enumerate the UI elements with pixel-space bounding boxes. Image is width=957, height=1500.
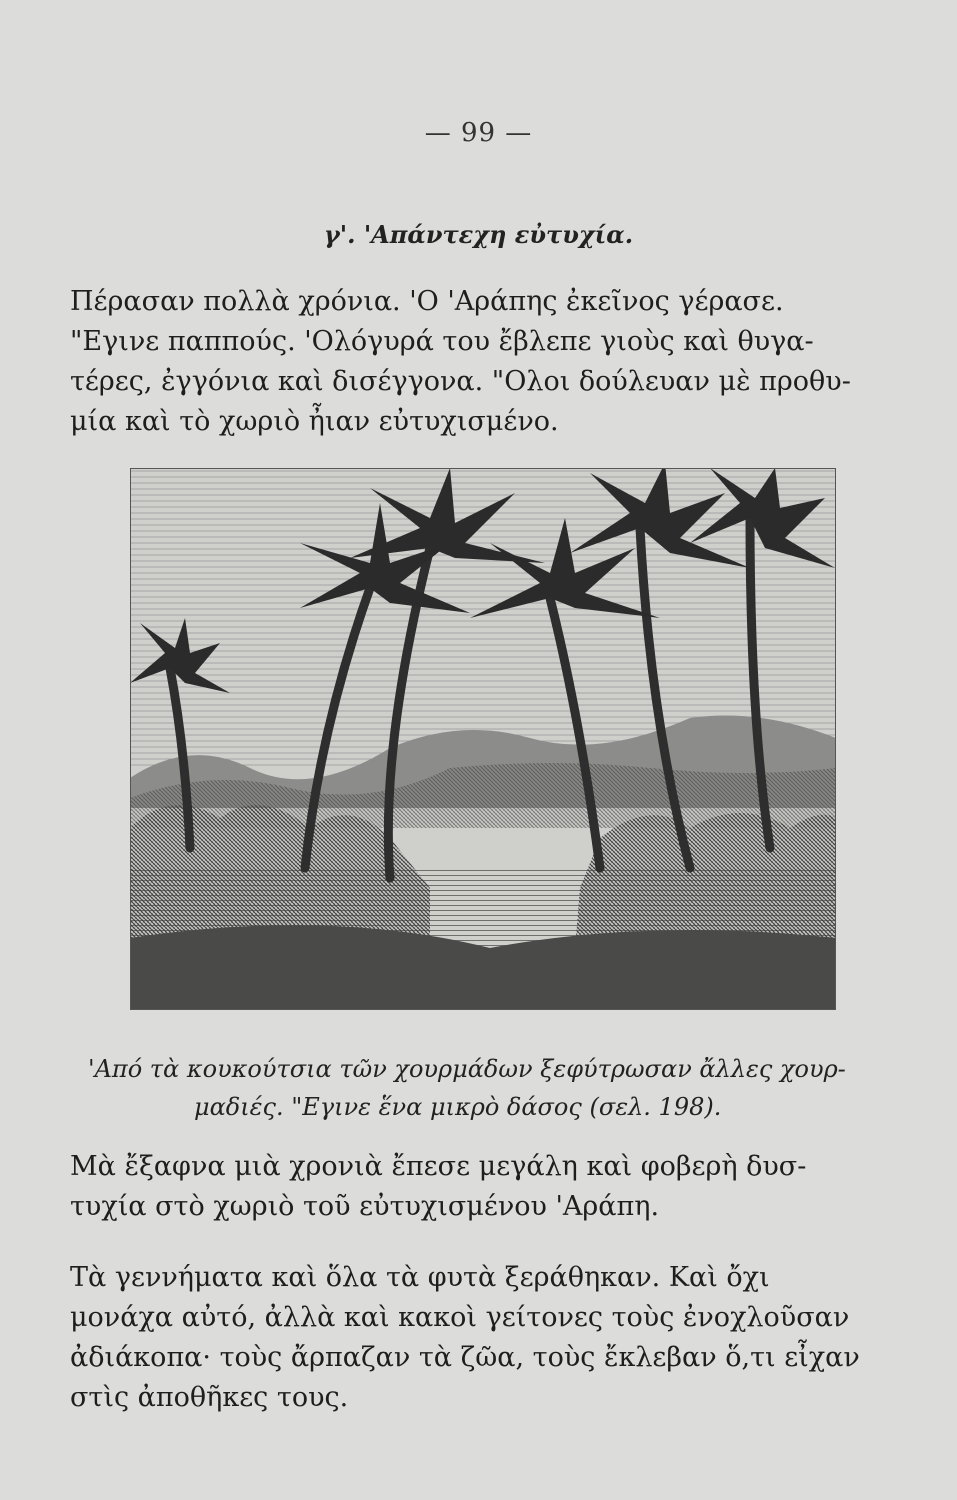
section-heading: γ'. 'Απάντεχη εὐτυχία. xyxy=(323,220,634,249)
figure-caption xyxy=(88,1050,888,1126)
text-line: Πέρασαν πολλὰ χρόνια. 'Ο 'Αράπης ἐκεῖνος γέρασε. xyxy=(70,286,784,317)
text-line: μία καὶ τὸ χωριὸ ἦιαν εὐτυχισμένο. xyxy=(70,406,559,437)
caption-line: 'Από τὰ κουκούτσια τῶν χουρμάδων ξεφύτρωσαν ἄλλες χουρ- xyxy=(88,1055,846,1083)
palm-oasis-engraving-icon xyxy=(130,468,836,1010)
paragraph-2 xyxy=(70,1147,890,1227)
page-number-value: 99 xyxy=(460,118,497,148)
text-line: ἀδιάκοπα· τοὺς ἄρπαζαν τὰ ζῶα, τοὺς ἔκλεβαν ὅ,τι εἶχαν xyxy=(70,1342,860,1373)
text-line: μονάχα αὐτό, ἀλλὰ καὶ κακοὶ γείτονες τοὺς ἐνοχλοῦσαν xyxy=(70,1302,850,1333)
page-number-dash-left: — xyxy=(424,118,461,148)
caption-line: μαδιές. "Εγινε ἕνα μικρὸ δάσος (σελ. 198). xyxy=(194,1093,722,1121)
text-line: τέρες, ἐγγόνια καὶ δισέγγονα. "Ολοι δούλευαν μὲ προθυ- xyxy=(70,366,851,397)
paragraph-3 xyxy=(70,1258,890,1418)
text-line: τυχία στὸ χωριὸ τοῦ εὐτυχισμένου 'Αράπη. xyxy=(70,1191,660,1222)
page-number xyxy=(0,118,957,148)
page-number-dash-right: — xyxy=(496,118,533,148)
figure-illustration xyxy=(130,468,836,1010)
text-line: Τὰ γεννήματα καὶ ὅλα τὰ φυτὰ ξεράθηκαν. Καὶ ὄχι xyxy=(70,1262,770,1293)
text-line: Μὰ ἔξαφνα μιὰ χρονιὰ ἔπεσε μεγάλη καὶ φοβερὴ δυσ- xyxy=(70,1151,807,1182)
text-line: "Εγινε παππούς. 'Ολόγυρά του ἔβλεπε γιοὺς καὶ θυγα- xyxy=(70,326,814,357)
text-line: στὶς ἀποθῆκες τους. xyxy=(70,1382,349,1413)
paragraph-1 xyxy=(70,282,890,442)
